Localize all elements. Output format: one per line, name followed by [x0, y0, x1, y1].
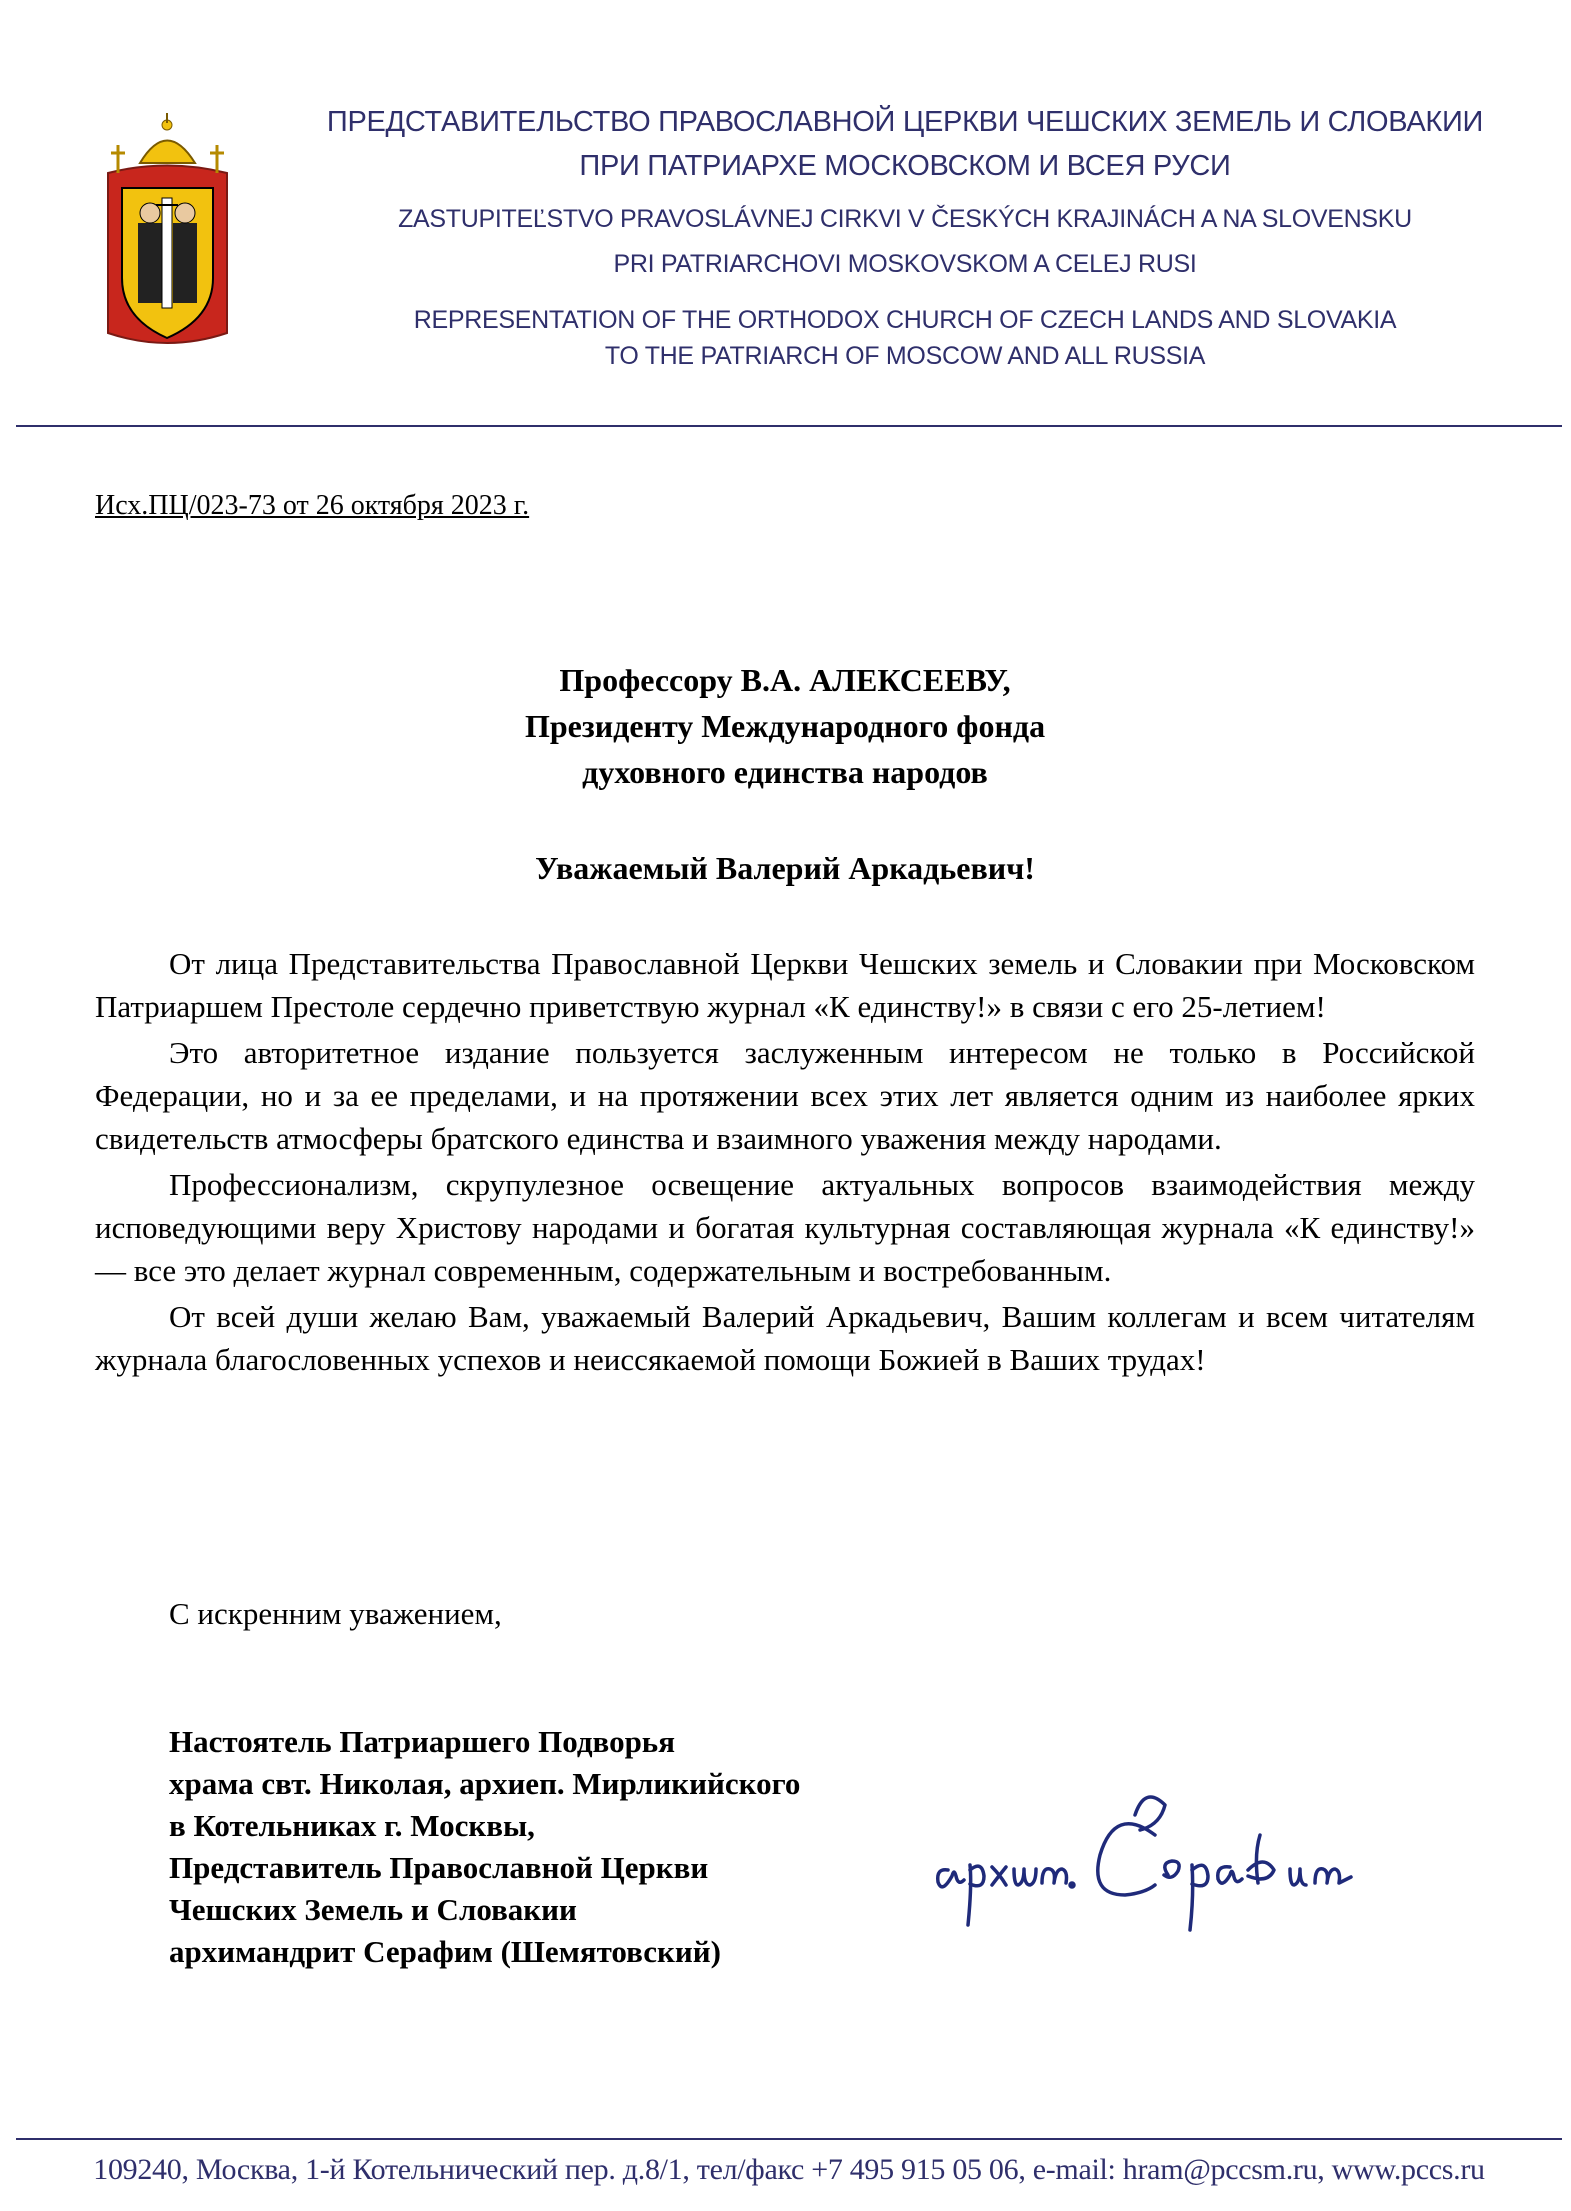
addressee-block	[95, 657, 1475, 795]
signatory-line: храма свт. Николая, архиеп. Мирликийского	[169, 1766, 801, 1801]
letterhead-line-slovak-1: ZASTUPITEĽSTVO PRAVOSLÁVNEJ CIRKVI V ČESKÝCH KRAJINÁCH A NA SLOVENSKU	[398, 205, 1412, 233]
signatory-line: в Котельниках г. Москвы,	[169, 1808, 535, 1843]
letterhead-line-russian-2: ПРИ ПАТРИАРХЕ МОСКОВСКОМ И ВСЕЯ РУСИ	[579, 150, 1231, 182]
letterhead-line-english-1: REPRESENTATION OF THE ORTHODOX CHURCH OF CZECH LANDS AND SLOVAKIA	[413, 306, 1397, 334]
body-paragraph: От лица Представительства Православной Церкви Чешских земель и Словакии при Московском Патриаршем Престоле сердечно приветствую журнал «К единству!» в связи с его 25-летием!	[95, 946, 1475, 1024]
letterhead-line-russian-1: ПРЕДСТАВИТЕЛЬСТВО ПРАВОСЛАВНОЙ ЦЕРКВИ ЧЕШСКИХ ЗЕМЕЛЬ И СЛОВАКИИ	[326, 106, 1484, 138]
footer-contacts: 109240, Москва, 1-й Котельнический пер. д.8/1, тел/факс +7 495 915 05 06, e-mail: hram@pccsm.ru, www.pccs.ru	[93, 2153, 1485, 2186]
signatory-block	[169, 1721, 800, 1973]
body-paragraph: Это авторитетное издание пользуется заслуженным интересом не только в Российской Федерации, но и за ее пределами, и на протяжении всех этих лет является одним из наиболее ярких свидетельств атмосферы братского единства и взаимного уважения между народами.	[95, 1035, 1475, 1156]
addressee-line: духовного единства народов	[582, 754, 988, 790]
body-paragraph: От всей души желаю Вам, уважаемый Валерий Аркадьевич, Вашим коллегам и всем читателям журнала благословенных успехов и неиссякаемой помощи Божией в Ваших трудах!	[95, 1299, 1475, 1377]
salutation: Уважаемый Валерий Аркадьевич!	[535, 850, 1035, 886]
signatory-line: Настоятель Патриаршего Подворья	[169, 1724, 675, 1759]
footer-divider	[16, 2138, 1562, 2140]
church-crest-emblem	[100, 103, 235, 358]
letterhead-divider	[16, 425, 1562, 427]
letterhead-line-slovak-2: PRI PATRIARCHOVI MOSKOVSKOM A CELEJ RUSI	[613, 250, 1197, 278]
signatory-line: архимандрит Серафим (Шемятовский)	[169, 1934, 721, 1969]
closing-phrase: С искренним уважением,	[169, 1596, 502, 1631]
outgoing-reference: Исх.ПЦ/023-73 от 26 октября 2023 г.	[95, 490, 530, 521]
signatory-line: Представитель Православной Церкви	[169, 1850, 709, 1885]
body-paragraph: Профессионализм, скрупулезное освещение актуальных вопросов взаимодействия между исповедующими веру Христову народами и богатая культурная составляющая журнала «К единству!» — все это делает журнал современным, содержательным и востребованным.	[95, 1167, 1475, 1288]
addressee-line: Профессору В.А. АЛЕКСЕЕВУ,	[559, 662, 1011, 698]
letter-body	[95, 942, 1475, 1384]
signatory-line: Чешских Земель и Словакии	[169, 1892, 577, 1927]
letterhead-line-english-2: TO THE PATRIARCH OF MOSCOW AND ALL RUSSIA	[604, 342, 1206, 370]
handwritten-signature	[930, 1775, 1450, 1940]
addressee-line: Президенту Международного фонда	[524, 708, 1046, 744]
